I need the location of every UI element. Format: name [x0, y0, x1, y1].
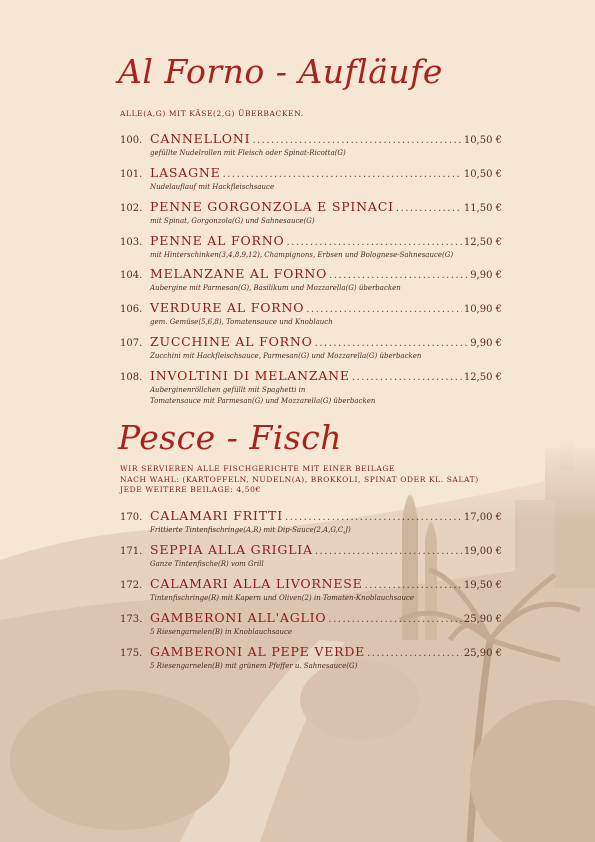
item-name: INVOLTINI DI MELANZANE — [150, 368, 350, 383]
item-price: 11,50 € — [463, 203, 502, 214]
item-number: 108. — [120, 372, 143, 383]
item-name: LASAGNE — [150, 165, 221, 180]
item-price: 12,50 € — [463, 372, 502, 383]
item-number: 101. — [120, 169, 143, 180]
pesce-section-note: WIR SERVIEREN ALLE FISCHGERICHTE MIT EINER BEILAGE NACH WAHL: (KARTOFFELN, NUDELN(A), BROKKOLI, SPINAT ODER KL. SALAT) JEDE WEITERE BEILAGE: 4,50€ — [120, 464, 479, 494]
dot-leader — [287, 237, 462, 248]
forno-section-title: Al Forno - Aufläufe — [118, 52, 443, 91]
item-description: gefüllte Nudelrollen mit Fleisch oder Spinat-Ricotta(G) — [150, 149, 346, 157]
dot-leader — [367, 648, 462, 659]
item-price: 10,50 € — [463, 135, 502, 146]
item-number: 171. — [120, 546, 143, 557]
item-name: CANNELLONI — [150, 131, 251, 146]
item-description: mit Hinterschinken(3,4,8,9,12), Champignons, Erbsen und Bolognese-Sahnesauce(G) — [150, 251, 454, 259]
menu-item — [120, 542, 502, 570]
menu-item — [120, 165, 502, 193]
item-number: 103. — [120, 237, 143, 248]
item-number: 106. — [120, 304, 143, 315]
item-name: GAMBERONI AL PEPE VERDE — [150, 644, 366, 659]
menu-item — [120, 233, 502, 261]
dot-leader — [252, 135, 462, 146]
item-name: ZUCCHINE AL FORNO — [150, 334, 313, 349]
item-number: 100. — [120, 135, 143, 146]
item-description: gem. Gemüse(5,6,8), Tomatensauce und Knoblauch — [150, 318, 333, 326]
item-price: 25,90 € — [463, 648, 502, 659]
dot-leader — [315, 546, 462, 557]
item-price: 17,00 € — [463, 512, 502, 523]
menu-item — [120, 610, 502, 638]
item-description: 5 Riesengarnelen(B) in Knoblauchsauce — [150, 628, 293, 636]
item-name: PENNE GORGONZOLA E SPINACI — [150, 199, 394, 214]
menu-item — [120, 266, 502, 294]
item-description: Frittierte Tintenfischringe(A,R) mit Dip-Sauce(2,A,G,C,J) — [150, 526, 351, 534]
dot-leader — [285, 512, 462, 523]
item-price: 9,90 € — [470, 270, 502, 281]
item-number: 107. — [120, 338, 143, 349]
menu-item — [120, 334, 502, 362]
item-name: PENNE AL FORNO — [150, 233, 285, 248]
item-description: Aubergine mit Parmesan(G), Basilikum und Mozzarella(G) überbacken — [150, 284, 401, 292]
menu-item — [120, 368, 502, 407]
dot-leader — [365, 580, 462, 591]
item-name: CALAMARI ALLA LIVORNESE — [150, 576, 363, 591]
item-description: Ganze Tintenfische(R) vom Grill — [150, 560, 264, 568]
item-name: VERDURE AL FORNO — [150, 300, 305, 315]
item-price: 19,50 € — [463, 580, 502, 591]
item-number: 102. — [120, 203, 143, 214]
dot-leader — [315, 338, 469, 349]
item-name: SEPPIA ALLA GRIGLIA — [150, 542, 313, 557]
menu-item — [120, 199, 502, 227]
menu-item — [120, 131, 502, 159]
item-description: Nudelauflauf mit Hackfleischsauce — [150, 183, 275, 191]
forno-section-note: ALLE(A,G) MIT KÄSE(2,G) ÜBERBACKEN. — [120, 109, 304, 118]
dot-leader — [329, 270, 468, 281]
item-description: Zucchini mit Hackfleischsauce, Parmesan(G) und Mozzarella(G) überbacken — [150, 352, 422, 360]
dot-leader — [306, 304, 462, 315]
item-price: 25,90 € — [463, 614, 502, 625]
item-number: 104. — [120, 270, 143, 281]
item-name: GAMBERONI ALL'AGLIO — [150, 610, 327, 625]
item-description: Tintenfischringe(R) mit Kapern und Oliven(2) in Tomaten-Knoblauchsauce — [150, 594, 415, 602]
item-description: 5 Riesengarnelen(B) mit grünem Pfeffer u. Sahnesauce(G) — [150, 662, 358, 670]
item-name: CALAMARI FRITTI — [150, 508, 283, 523]
dot-leader — [328, 614, 461, 625]
menu-item — [120, 576, 502, 604]
item-price: 10,90 € — [463, 304, 502, 315]
item-description: Auberginenröllchen gefüllt mit Spaghetti in Tomatensauce mit Parmesan(G) und Mozzarella(G) überbacken — [150, 386, 376, 405]
item-description: mit Spinat, Gorgonzola(G) und Sahnesauce(G) — [150, 217, 315, 225]
dot-leader — [396, 203, 462, 214]
pesce-section-title: Pesce - Fisch — [118, 418, 342, 457]
dot-leader — [223, 169, 462, 180]
menu-item — [120, 644, 502, 672]
item-price: 9,90 € — [470, 338, 502, 349]
item-number: 172. — [120, 580, 143, 591]
item-price: 19,00 € — [463, 546, 502, 557]
item-price: 10,50 € — [463, 169, 502, 180]
dot-leader — [352, 372, 462, 383]
item-name: MELANZANE AL FORNO — [150, 266, 328, 281]
item-price: 12,50 € — [463, 237, 502, 248]
item-number: 170. — [120, 512, 143, 523]
menu-item — [120, 508, 502, 536]
menu-item — [120, 300, 502, 328]
item-number: 175. — [120, 648, 143, 659]
item-number: 173. — [120, 614, 143, 625]
